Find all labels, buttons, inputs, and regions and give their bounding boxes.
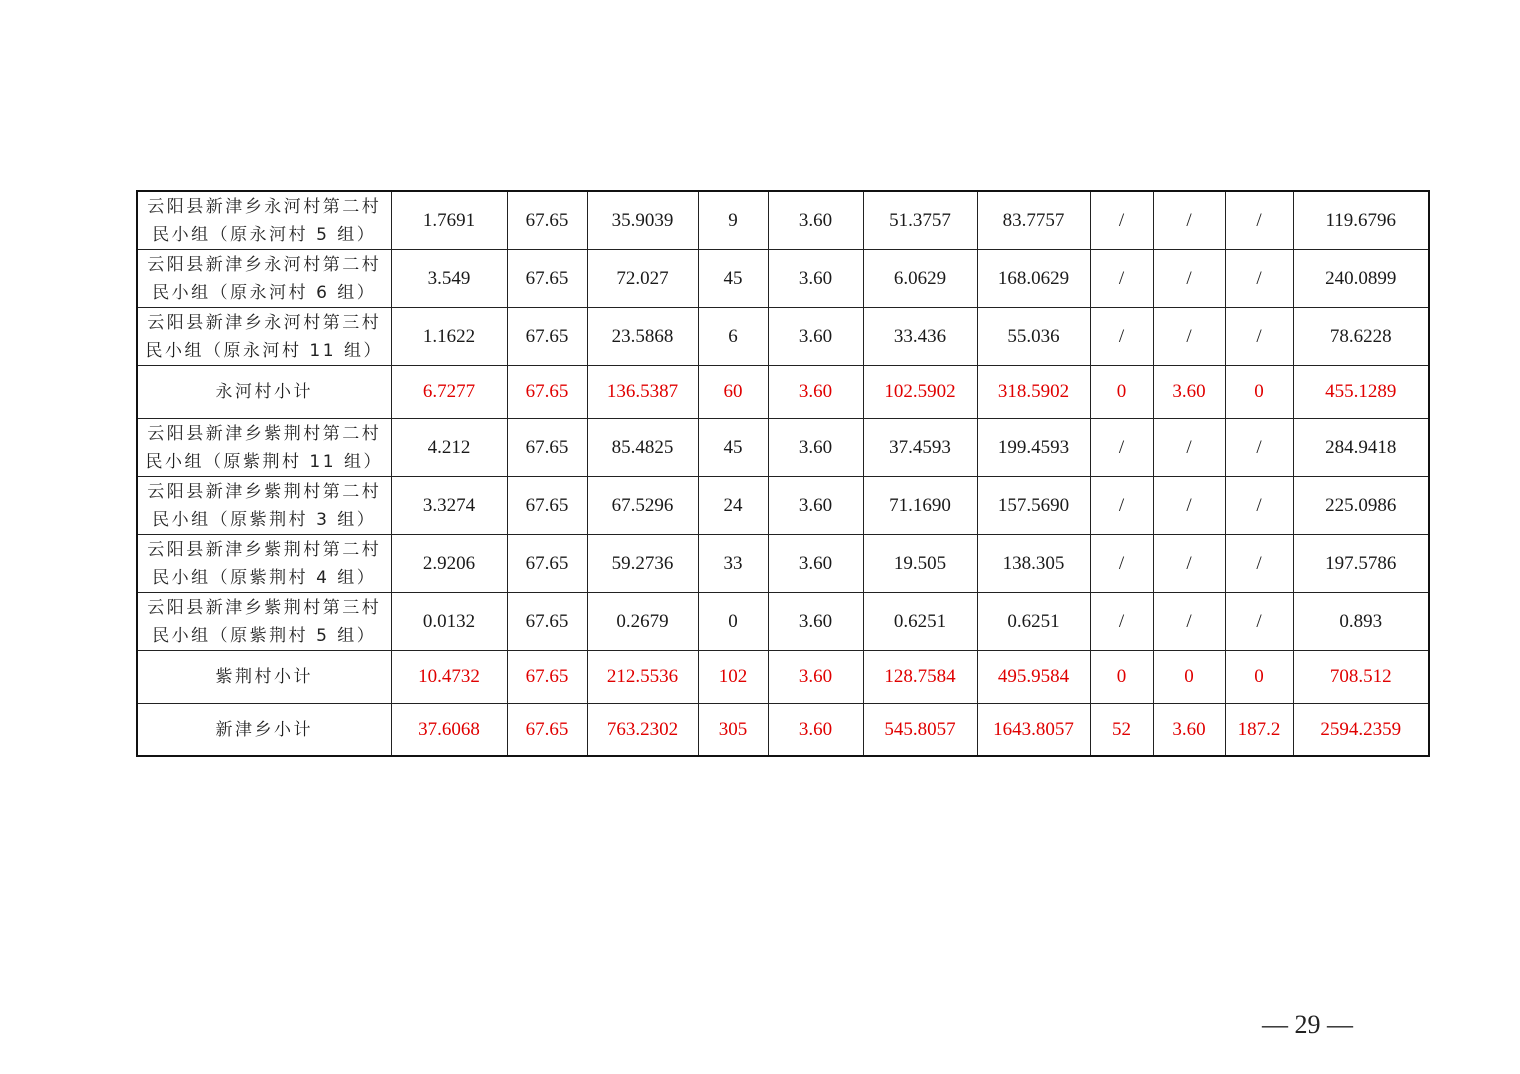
row-name-cell: 云阳县新津乡永河村第三村民小组（原永河村 11 组）	[137, 308, 391, 366]
table-cell: 3.60	[768, 366, 863, 419]
table-cell: 67.65	[507, 366, 587, 419]
table-cell: 67.65	[507, 419, 587, 477]
table-cell: 37.6068	[391, 704, 507, 757]
table-cell: 3.549	[391, 250, 507, 308]
table-cell: /	[1090, 535, 1153, 593]
table-cell: 3.60	[768, 477, 863, 535]
table-cell: 59.2736	[587, 535, 698, 593]
table-cell: /	[1225, 477, 1293, 535]
table-cell: 6.7277	[391, 366, 507, 419]
table-cell: 0	[1090, 366, 1153, 419]
row-name-cell: 云阳县新津乡永河村第二村民小组（原永河村 6 组）	[137, 250, 391, 308]
table-cell: 60	[698, 366, 768, 419]
data-table	[136, 190, 1430, 757]
page-number: — 29 —	[1262, 1010, 1353, 1039]
table-cell: 67.65	[507, 535, 587, 593]
table-cell: 3.60	[768, 593, 863, 651]
table-cell: 23.5868	[587, 308, 698, 366]
table-cell: /	[1090, 419, 1153, 477]
table-cell: 1643.8057	[977, 704, 1090, 757]
table-cell: 0	[1090, 651, 1153, 704]
row-name-cell: 云阳县新津乡永河村第二村民小组（原永河村 5 组）	[137, 191, 391, 250]
table-cell: 138.305	[977, 535, 1090, 593]
table-cell: 197.5786	[1293, 535, 1429, 593]
table-cell: 67.65	[507, 593, 587, 651]
table-cell: 3.60	[768, 419, 863, 477]
table-cell: 102.5902	[863, 366, 977, 419]
table-cell: 0	[698, 593, 768, 651]
table-row	[137, 419, 1429, 477]
table-cell: 708.512	[1293, 651, 1429, 704]
table-cell: /	[1225, 535, 1293, 593]
table-cell: 763.2302	[587, 704, 698, 757]
table-cell: 157.5690	[977, 477, 1090, 535]
table-cell: 67.65	[507, 651, 587, 704]
table-cell: /	[1090, 250, 1153, 308]
table-cell: 67.65	[507, 308, 587, 366]
table-cell: /	[1153, 191, 1225, 250]
table-cell: 6	[698, 308, 768, 366]
table-cell: /	[1153, 419, 1225, 477]
table-cell: 1.7691	[391, 191, 507, 250]
table-cell: 0.893	[1293, 593, 1429, 651]
table-cell: 10.4732	[391, 651, 507, 704]
table-row	[137, 593, 1429, 651]
table-cell: 119.6796	[1293, 191, 1429, 250]
table-cell: /	[1153, 477, 1225, 535]
table-row	[137, 535, 1429, 593]
table-cell: 3.60	[768, 250, 863, 308]
table-cell: 495.9584	[977, 651, 1090, 704]
table-cell: 35.9039	[587, 191, 698, 250]
table-cell: 3.60	[768, 651, 863, 704]
table-cell: 37.4593	[863, 419, 977, 477]
table-cell: 67.65	[507, 191, 587, 250]
table-cell: /	[1153, 535, 1225, 593]
table-row	[137, 250, 1429, 308]
table-cell: 136.5387	[587, 366, 698, 419]
table-cell: 187.2	[1225, 704, 1293, 757]
table-cell: 0.6251	[977, 593, 1090, 651]
table-cell: 0.0132	[391, 593, 507, 651]
table-cell: /	[1090, 477, 1153, 535]
table-cell: 45	[698, 419, 768, 477]
table-cell: /	[1090, 191, 1153, 250]
table-cell: 455.1289	[1293, 366, 1429, 419]
row-name-cell: 紫荆村小计	[137, 651, 391, 704]
table-cell: 3.60	[768, 704, 863, 757]
row-name-cell: 新津乡小计	[137, 704, 391, 757]
table-cell: 168.0629	[977, 250, 1090, 308]
table-cell: 67.65	[507, 704, 587, 757]
table-cell: /	[1153, 250, 1225, 308]
table-cell: /	[1090, 593, 1153, 651]
table-cell: 71.1690	[863, 477, 977, 535]
row-name-cell: 云阳县新津乡紫荆村第二村民小组（原紫荆村 4 组）	[137, 535, 391, 593]
table-cell: 4.212	[391, 419, 507, 477]
table-cell: 102	[698, 651, 768, 704]
table-cell: 52	[1090, 704, 1153, 757]
table-cell: 225.0986	[1293, 477, 1429, 535]
table-cell: 0.2679	[587, 593, 698, 651]
table-cell: 67.65	[507, 250, 587, 308]
table-cell: 85.4825	[587, 419, 698, 477]
table-cell: 3.60	[768, 535, 863, 593]
table-cell: 6.0629	[863, 250, 977, 308]
table-cell: 19.505	[863, 535, 977, 593]
table-cell: 78.6228	[1293, 308, 1429, 366]
table-row	[137, 308, 1429, 366]
table-cell: 240.0899	[1293, 250, 1429, 308]
table-cell: 33	[698, 535, 768, 593]
total-row	[137, 704, 1429, 757]
table-cell: 0	[1225, 366, 1293, 419]
table-cell: 3.60	[768, 191, 863, 250]
table-cell: /	[1225, 308, 1293, 366]
table-cell: /	[1225, 419, 1293, 477]
table-cell: 67.65	[507, 477, 587, 535]
table-cell: 3.60	[1153, 704, 1225, 757]
row-name-cell: 云阳县新津乡紫荆村第二村民小组（原紫荆村 3 组）	[137, 477, 391, 535]
table-cell: 2594.2359	[1293, 704, 1429, 757]
table-body	[137, 191, 1429, 756]
table-cell: 55.036	[977, 308, 1090, 366]
table-cell: 1.1622	[391, 308, 507, 366]
table-cell: /	[1225, 250, 1293, 308]
table-cell: 33.436	[863, 308, 977, 366]
row-name-cell: 云阳县新津乡紫荆村第三村民小组（原紫荆村 5 组）	[137, 593, 391, 651]
table-cell: 305	[698, 704, 768, 757]
subtotal-row	[137, 366, 1429, 419]
table-cell: /	[1225, 593, 1293, 651]
table-cell: /	[1090, 308, 1153, 366]
table-cell: 128.7584	[863, 651, 977, 704]
table-cell: 67.5296	[587, 477, 698, 535]
table-cell: /	[1153, 593, 1225, 651]
table-cell: 0	[1153, 651, 1225, 704]
table-cell: 284.9418	[1293, 419, 1429, 477]
table-row	[137, 191, 1429, 250]
table-cell: 318.5902	[977, 366, 1090, 419]
table-cell: 51.3757	[863, 191, 977, 250]
table-cell: 3.3274	[391, 477, 507, 535]
row-name-cell: 云阳县新津乡紫荆村第二村民小组（原紫荆村 11 组）	[137, 419, 391, 477]
table-cell: 199.4593	[977, 419, 1090, 477]
table-cell: 212.5536	[587, 651, 698, 704]
table-cell: 0	[1225, 651, 1293, 704]
table-row	[137, 477, 1429, 535]
table-cell: 2.9206	[391, 535, 507, 593]
table-cell: 83.7757	[977, 191, 1090, 250]
table-cell: /	[1225, 191, 1293, 250]
table-cell: 3.60	[1153, 366, 1225, 419]
table-cell: 72.027	[587, 250, 698, 308]
row-name-cell: 永河村小计	[137, 366, 391, 419]
table-cell: /	[1153, 308, 1225, 366]
table-cell: 545.8057	[863, 704, 977, 757]
table-cell: 45	[698, 250, 768, 308]
data-table-container	[136, 190, 1428, 757]
table-cell: 0.6251	[863, 593, 977, 651]
table-cell: 3.60	[768, 308, 863, 366]
subtotal-row	[137, 651, 1429, 704]
table-cell: 9	[698, 191, 768, 250]
table-cell: 24	[698, 477, 768, 535]
